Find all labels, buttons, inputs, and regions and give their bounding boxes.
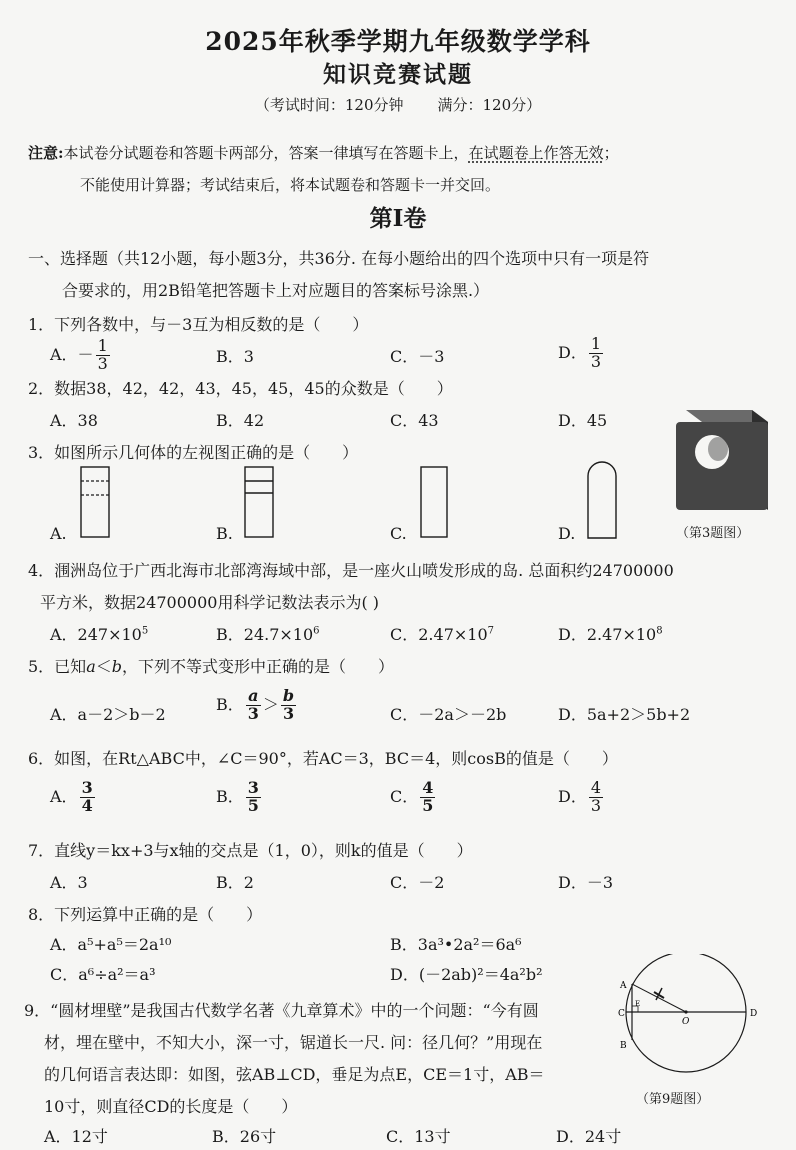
q9-label-c: C <box>618 1009 625 1019</box>
q3-option-b-figure <box>244 466 276 540</box>
q9-caption: （第9题图） <box>636 1092 710 1107</box>
volume-heading: 第Ⅰ卷 <box>369 205 427 232</box>
q3-option-b-label: B. <box>216 524 233 543</box>
q2-option-d: D．45 <box>558 411 608 430</box>
q2-option-a: A．38 <box>50 411 98 430</box>
q5-option-c: C．－2a＞－2b <box>390 705 507 724</box>
q9-stem-line-1: 9．“圆材埋壁”是我国古代数学名著《九章算术》中的一个问题：“今有圆 <box>24 1001 539 1020</box>
q4-stem-line-2: 平方米，数据24700000用科学记数法表示为( ) <box>40 593 380 612</box>
q9-option-b: B．26寸 <box>212 1127 277 1146</box>
q6-option-a: A． $\frac{3}{4}$ <box>50 778 93 815</box>
q1-stem: 1．下列各数中，与－3互为相反数的是（ ） <box>28 315 369 334</box>
notice-emphasis: 在试题卷上作答无效 <box>468 144 604 162</box>
q1-option-c: C．－3 <box>390 347 445 366</box>
notice-line-1: 注意:本试卷分试题卷和答题卡两部分，答案一律填写在答题卡上，在试题卷上作答无效； <box>28 144 619 162</box>
exam-title: 2025年秋季学期九年级数学学科 <box>205 27 591 56</box>
q3-solid-figure <box>668 404 774 512</box>
q3-caption: （第3题图） <box>676 526 750 541</box>
exam-time: （考试时间：120分钟 <box>254 96 404 114</box>
q1-option-a: A．－ $\frac{1}{3}$ <box>50 336 108 373</box>
q4-option-c: C．$2.47\times 10^7$ <box>390 625 495 644</box>
section-intro-2: 合要求的，用2B铅笔把答题卡上对应题目的答案标号涂黑.） <box>62 281 490 300</box>
q4-option-b: B．$24.7\times 10^6$ <box>216 625 320 644</box>
q9-circle-figure <box>606 954 778 1074</box>
q8-option-b: B．3a³•2a²＝6a⁶ <box>390 935 522 954</box>
q9-label-a: A <box>620 981 627 991</box>
q1-option-d: D． $\frac{1}{3}$ <box>558 334 602 371</box>
q2-option-b: B．42 <box>216 411 265 430</box>
q1-d-fraction: $\frac{1}{3}$ <box>590 334 602 371</box>
notice-line-2: 不能使用计算器；考试结束后，将本试题卷和答题卡一并交回。 <box>80 176 501 194</box>
q3-option-c-figure <box>420 466 450 540</box>
exam-info <box>0 94 796 115</box>
q2-stem: 2．数据38，42，42，43，45，45，45的众数是（ ） <box>28 379 453 398</box>
q4-option-d: D．$2.47\times 10^8$ <box>558 625 663 644</box>
exam-subtitle: 知识竞赛试题 <box>323 61 473 88</box>
q9-stem-line-4: 10寸，则直径CD的长度是（ ） <box>44 1097 298 1116</box>
q8-option-a: A．a⁵+a⁵＝2a¹⁰ <box>50 935 172 954</box>
q3-option-a-label: A. <box>50 524 67 543</box>
q3-option-c-label: C. <box>390 524 407 543</box>
q6-option-c: C． $\frac{4}{5}$ <box>390 778 434 815</box>
q9-stem-line-2: 材，埋在壁中，不知大小，深一寸，锯道长一尺. 问：径几何？”用现在 <box>44 1033 543 1052</box>
q4-stem-line-1: 4．涠洲岛位于广西北海市北部湾海域中部，是一座火山喷发形成的岛. 总面积约24700000 <box>28 561 674 580</box>
exam-score: 满分：120分） <box>437 96 542 114</box>
q4-option-a: A．$247\times 10^5$ <box>50 625 149 644</box>
q9-label-b: B <box>620 1041 627 1051</box>
q5-stem: 5．已知a＜b，下列不等式变形中正确的是（ ） <box>28 657 395 676</box>
q3-stem: 3．如图所示几何体的左视图正确的是（ ） <box>28 443 359 462</box>
q1-option-b: B．3 <box>216 347 254 366</box>
q5-option-a: A．a－2＞b－2 <box>50 705 166 724</box>
q2-option-c: C．43 <box>390 411 439 430</box>
q9-option-c: C．13寸 <box>386 1127 451 1146</box>
q8-stem: 8．下列运算中正确的是（ ） <box>28 905 263 924</box>
q7-option-d: D．－3 <box>558 873 614 892</box>
q5-option-d: D．5a+2＞5b+2 <box>558 705 691 724</box>
q1-a-fraction: $\frac{1}{3}$ <box>97 336 108 373</box>
q9-stem-line-3: 的几何语言表达即：如图，弦AB⊥CD，垂足为点E，CE＝1寸，AB＝ <box>44 1065 545 1084</box>
q9-option-a: A．12寸 <box>44 1127 108 1146</box>
q8-option-d: D．(－2ab)²＝4a²b² <box>390 965 543 984</box>
q3-option-d-label: D. <box>558 524 576 543</box>
q8-option-c: C．a⁶÷a²＝a³ <box>50 965 156 984</box>
notice-label: 注意: <box>28 144 64 162</box>
q7-option-c: C．－2 <box>390 873 445 892</box>
q6-option-d: D． $\frac{4}{3}$ <box>558 778 602 815</box>
q9-label-o: O <box>682 1017 690 1027</box>
q9-label-d: D <box>750 1009 758 1019</box>
q7-option-a: A．3 <box>50 873 88 892</box>
q7-stem: 7．直线y＝kx+3与x轴的交点是（1，0），则k的值是（ ） <box>28 841 473 860</box>
q9-label-e: E <box>635 1000 641 1008</box>
q6-option-b: B． $\frac{3}{5}$ <box>216 778 259 815</box>
q5-option-b: B． $\frac{a}{3}$ ＞ $\frac{b}{3}$ <box>216 686 295 723</box>
q6-stem: 6．如图，在Rt△ABC中，∠C＝90°，若AC＝3，BC＝4，则cosB的值是（ ） <box>28 749 618 768</box>
q3-option-a-figure <box>80 466 112 540</box>
q9-option-d: D．24寸 <box>556 1127 622 1146</box>
q3-option-d-figure <box>586 460 618 540</box>
q7-option-b: B．2 <box>216 873 254 892</box>
section-intro-1: 一、选择题（共12小题，每小题3分，共36分. 在每小题给出的四个选项中只有一项是符 <box>28 249 650 268</box>
